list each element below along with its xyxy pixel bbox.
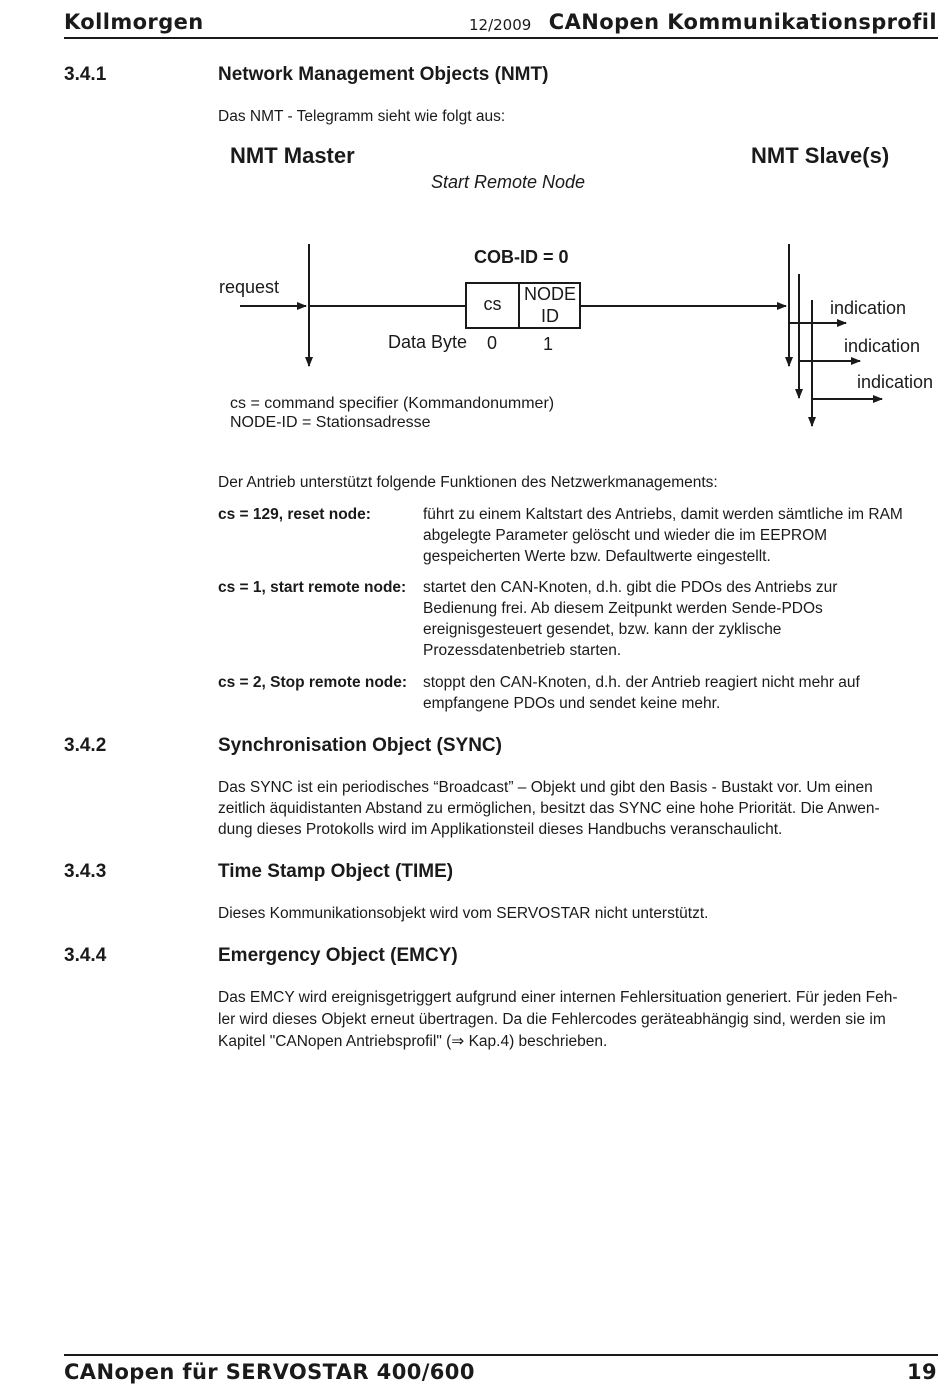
para-line: zeitlich äquidistanten Abstand zu ermöglichen, besitzt das SYNC eine hohe Priorität. Die Anwen- bbox=[218, 800, 880, 817]
indication-label-2: indication bbox=[844, 336, 921, 356]
footer-manual: CANopen für SERVOSTAR 400/600 bbox=[64, 1360, 475, 1384]
legend-cs: cs = command specifier (Kommandonummer) bbox=[230, 395, 555, 412]
request-label: request bbox=[219, 277, 280, 297]
section-title-sync: Synchronisation Object (SYNC) bbox=[218, 735, 502, 756]
para-line: ler wird dieses Objekt erneut übertragen. Da die Fehlercodes geräteabhängig sind, werden sie im bbox=[218, 1011, 886, 1028]
desc-line: gespeicherten Werte bzw. Defaultwerte eingestellt. bbox=[423, 548, 771, 565]
section-title-time: Time Stamp Object (TIME) bbox=[218, 861, 454, 882]
cob-id-label: COB-ID = 0 bbox=[474, 247, 569, 267]
sync-paragraph bbox=[218, 777, 934, 840]
para-line: Das SYNC ist ein periodisches “Broadcast” – Objekt und gibt den Basis - Bustakt vor. Um einen bbox=[218, 779, 873, 796]
section-number-nmt: 3.4.1 bbox=[64, 64, 107, 85]
nmt-master-label: NMT Master bbox=[230, 143, 355, 168]
desc-line: führt zu einem Kaltstart des Antriebs, damit werden sämtliche im RAM bbox=[423, 506, 903, 523]
function-term-start: cs = 1, start remote node: bbox=[218, 579, 407, 596]
field-cs: cs bbox=[483, 294, 502, 314]
indication-label-1: indication bbox=[830, 298, 907, 318]
header-title: CANopen Kommunikationsprofil bbox=[548, 10, 937, 34]
function-desc-start bbox=[423, 577, 937, 661]
data-byte-label: Data Byte bbox=[388, 332, 468, 352]
section-number-sync: 3.4.2 bbox=[64, 735, 107, 756]
desc-line: Prozessdatenbetrieb starten. bbox=[423, 642, 622, 659]
desc-line: empfangene PDOs und sendet keine mehr. bbox=[423, 695, 721, 712]
desc-line: stoppt den CAN-Knoten, d.h. der Antrieb reagiert nicht mehr auf bbox=[423, 674, 860, 691]
byte-index-1: 1 bbox=[543, 334, 554, 354]
para-line: Das EMCY wird ereignisgetriggert aufgrund einer internen Fehlersituation generiert. Für jeden Feh- bbox=[218, 989, 898, 1006]
para-line: Dieses Kommunikationsobjekt wird vom SERVOSTAR nicht unterstützt. bbox=[218, 905, 709, 922]
time-paragraph bbox=[218, 903, 934, 924]
desc-line: abgelegte Parameter gelöscht und wieder die im EEPROM bbox=[423, 527, 828, 544]
functions-intro: Der Antrieb unterstützt folgende Funktionen des Netzwerkmanagements: bbox=[218, 474, 718, 491]
footer-rule bbox=[64, 1354, 938, 1356]
section-title-nmt: Network Management Objects (NMT) bbox=[218, 64, 549, 85]
legend-node-id: NODE-ID = Stationsadresse bbox=[230, 414, 431, 431]
section-number-emcy: 3.4.4 bbox=[64, 945, 107, 966]
byte-index-0: 0 bbox=[487, 333, 498, 353]
emcy-paragraph bbox=[218, 987, 934, 1053]
nmt-slave-label: NMT Slave(s) bbox=[751, 143, 890, 168]
nmt-diagram bbox=[0, 140, 950, 440]
field-node-line2: ID bbox=[541, 306, 559, 326]
service-label: Start Remote Node bbox=[431, 172, 586, 192]
para-line: dung dieses Protokolls wird im Applikationsteil dieses Handbuchs veranschaulicht. bbox=[218, 821, 783, 838]
function-term-stop: cs = 2, Stop remote node: bbox=[218, 674, 408, 691]
section-title-emcy: Emergency Object (EMCY) bbox=[218, 945, 458, 966]
header-rule bbox=[64, 37, 938, 39]
field-node-line1: NODE bbox=[523, 284, 576, 304]
nmt-intro: Das NMT - Telegramm sieht wie folgt aus: bbox=[218, 108, 506, 125]
desc-line: ereignisgesteuert gesendet, bzw. kann der zyklische bbox=[423, 621, 782, 638]
section-number-time: 3.4.3 bbox=[64, 861, 107, 882]
header-date: 12/2009 bbox=[469, 16, 532, 34]
desc-line: Bedienung frei. Ab diesem Zeitpunkt werden Sende-PDOs bbox=[423, 600, 823, 617]
para-line: Kapitel "CANopen Antriebsprofil" (⇒ Kap.4) beschrieben. bbox=[218, 1033, 608, 1050]
function-term-reset: cs = 129, reset node: bbox=[218, 506, 371, 523]
function-desc-stop bbox=[423, 672, 937, 714]
header-company: Kollmorgen bbox=[64, 10, 204, 34]
footer-page-number: 19 bbox=[906, 1360, 937, 1384]
function-desc-reset bbox=[423, 504, 937, 567]
desc-line: startet den CAN-Knoten, d.h. gibt die PDOs des Antriebs zur bbox=[423, 579, 838, 596]
indication-label-3: indication bbox=[857, 372, 934, 392]
